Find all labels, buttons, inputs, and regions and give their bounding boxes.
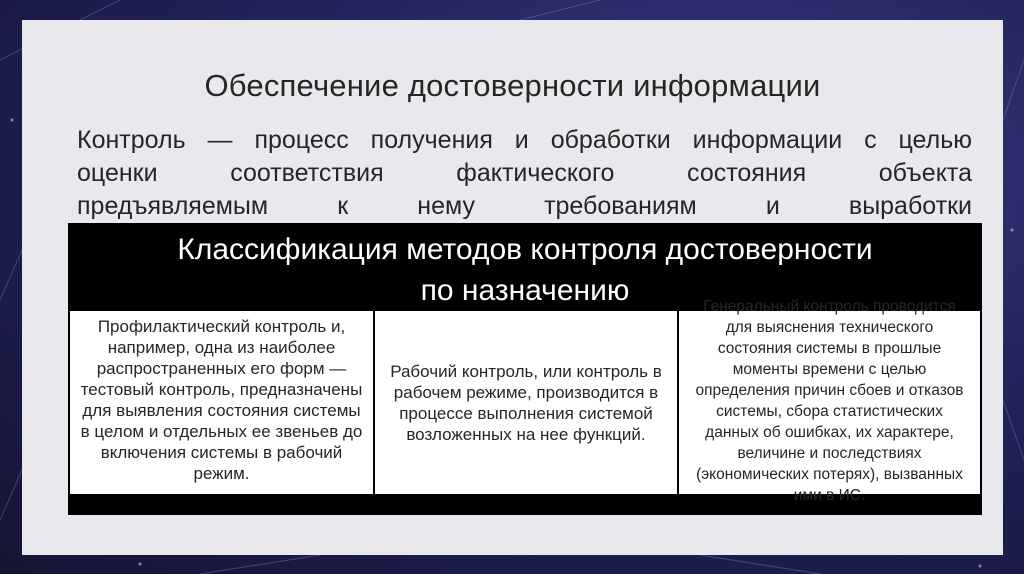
paragraph-word: информации: [692, 126, 843, 154]
paragraph-line: [77, 157, 972, 190]
paragraph-word: Контроль: [77, 126, 186, 154]
classification-table: [68, 223, 982, 515]
paragraph-word: получения: [370, 126, 493, 154]
paragraph-word: состояния: [687, 159, 807, 187]
paragraph-word: к: [337, 192, 349, 220]
paragraph-word: —: [207, 126, 233, 154]
table-cell-general-control: [679, 297, 980, 504]
paragraph-word: соответствия: [230, 159, 384, 187]
paragraph-word: выработки: [848, 192, 972, 220]
paragraph-word: нему: [417, 192, 475, 220]
paragraph-word: и: [765, 192, 780, 220]
paragraph-word: требованиям: [544, 192, 697, 220]
cell-text: Рабочий контроль, или контроль в рабочем режиме, производится в процессе выполнения системой возложенных на нее функций.: [390, 361, 662, 444]
table-row: [70, 297, 980, 504]
slide-panel: [22, 20, 1003, 555]
paragraph-word: предъявляемым: [77, 192, 269, 220]
table-heading-line-1: Классификация методов контроля достоверности: [177, 233, 873, 266]
paragraph-word: фактического: [456, 159, 615, 187]
paragraph-word: целью: [898, 126, 972, 154]
paragraph-word: с: [864, 126, 877, 154]
paragraph-word: объекта: [878, 159, 972, 187]
paragraph-word: процесс: [254, 126, 349, 154]
definition-paragraph: [77, 124, 972, 224]
table-heading-line-2: по назначению: [420, 274, 630, 307]
slide-title: Обеспечение достоверности информации: [204, 68, 821, 103]
paragraph-word: обработки: [550, 126, 671, 154]
cell-text: Генеральный контроль проводится для выяснения технического состояния системы в прошлые моменты времени с целью определения причин сбоев и отказов системы, сбора статистических данных об ошибках, их характере, величине и последствиях (экономических потерях), вызванных ими в ИС.: [695, 297, 964, 504]
cell-text: Профилактический контроль и, например, одна из наиболее распространенных его форм — тестовый контроль, предназначены для выявления состояния системы в целом и отдельных ее звеньев до включения системы в рабочий режим.: [80, 316, 363, 483]
paragraph-word: и: [514, 126, 529, 154]
table-cell-working-control: [375, 311, 677, 494]
table-cell-preventive-control: [70, 311, 373, 494]
paragraph-line: [77, 190, 972, 223]
paragraph-word: оценки: [77, 159, 158, 187]
paragraph-line: [77, 124, 972, 157]
